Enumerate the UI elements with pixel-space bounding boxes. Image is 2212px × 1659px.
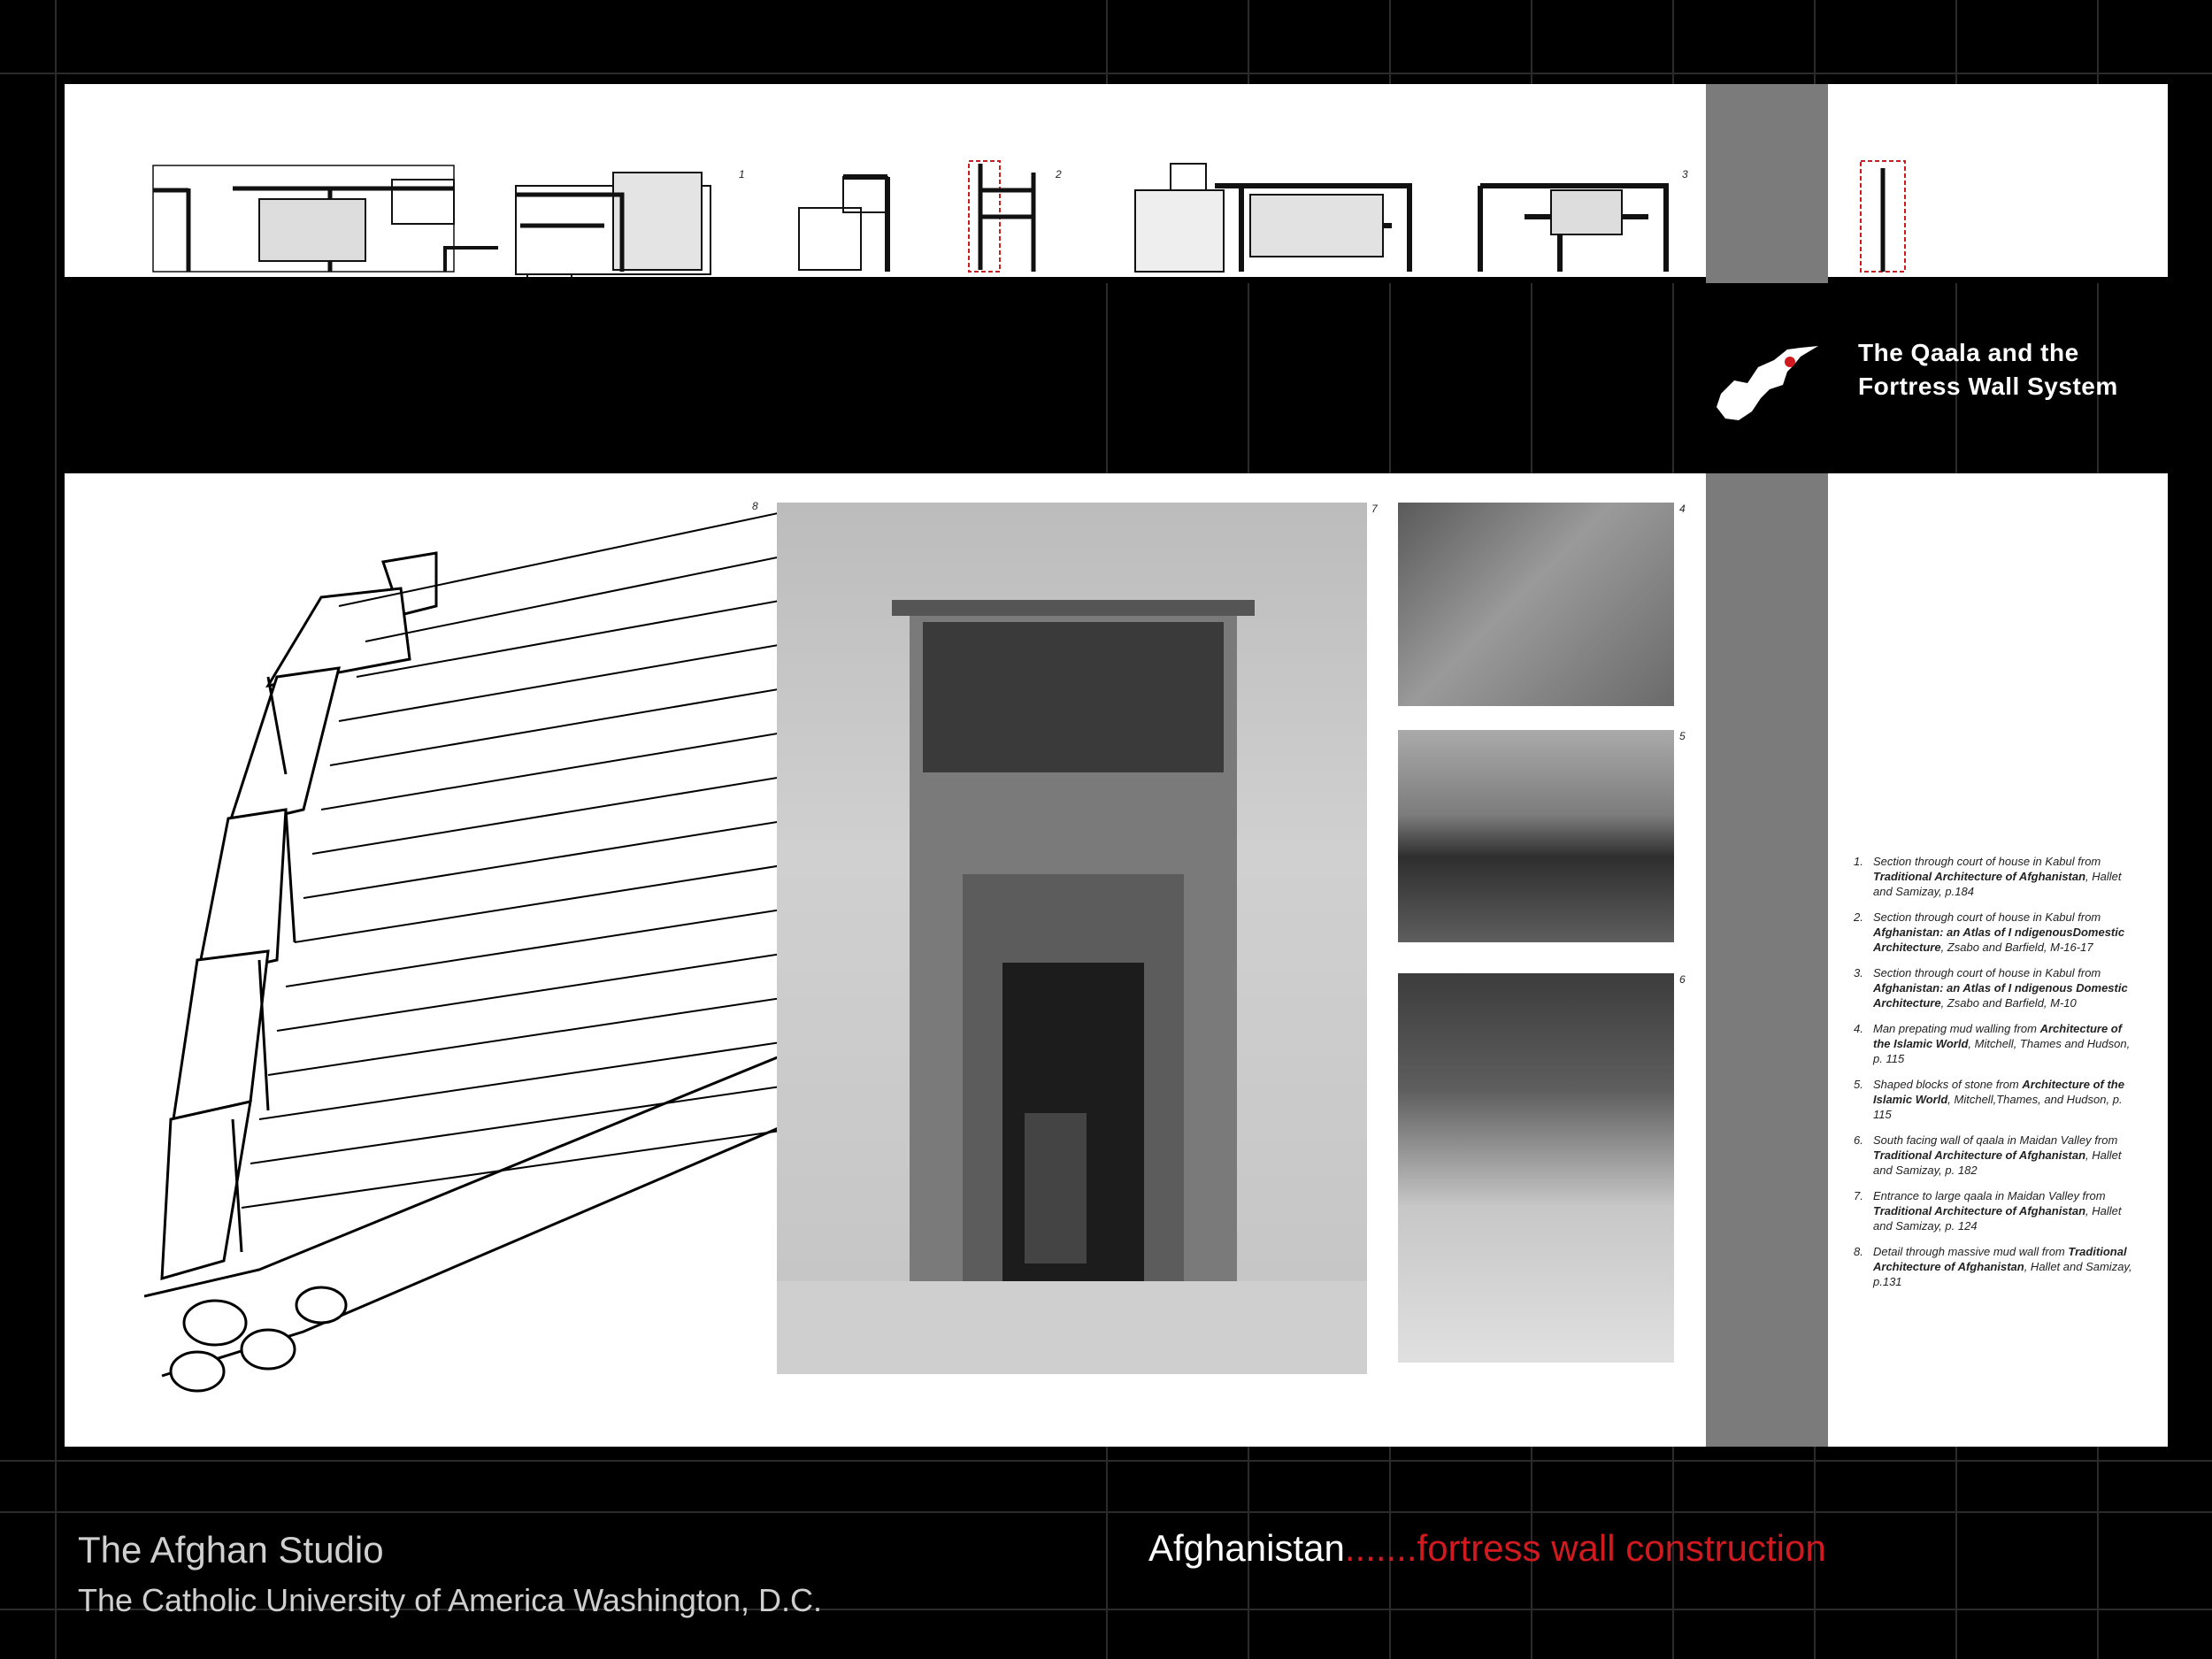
caption-number: 5. [1854, 1078, 1863, 1091]
photo-qaala-wall [1398, 973, 1674, 1363]
caption-source: , Mitchell,Thames, and Hudson, p. 115 [1873, 1093, 2123, 1121]
topic-subject: fortress wall construction [1417, 1527, 1826, 1569]
figure-number: 2 [1056, 168, 1062, 180]
caption-text: South facing wall of qaala in Maidan Valley from [1873, 1133, 2118, 1147]
caption-source: , Hallet and Samizay, p. 124 [1873, 1204, 2122, 1233]
figure-number: 6 [1679, 973, 1686, 986]
grid-line [0, 73, 2212, 74]
topic-country: Afghanistan [1148, 1527, 1345, 1569]
photo-qaala-entrance-shapes [777, 503, 1367, 1374]
studio-name: The Afghan Studio [78, 1529, 384, 1571]
photo-qaala-entrance [777, 503, 1367, 1374]
caption-item [1854, 965, 2137, 1010]
caption-source: , Zsabo and Barfield, M-16-17 [1940, 941, 2093, 954]
building-sections-drawing [65, 84, 2168, 283]
mud-wall-detail-drawing [144, 500, 799, 1411]
caption-number: 6. [1854, 1133, 1863, 1147]
caption-source: , Hallet and Samizay, p.184 [1873, 870, 2122, 898]
caption-source: , Mitchell, Thames and Hudson, p. 115 [1873, 1037, 2131, 1065]
caption-number: 1. [1854, 855, 1863, 868]
caption-source: , Hallet and Samizay, p. 182 [1873, 1148, 2122, 1177]
title-line-2: Fortress Wall System [1858, 373, 2118, 400]
caption-book: Traditional Architecture of Afghanistan [1873, 870, 2086, 883]
caption-number: 7. [1854, 1189, 1863, 1202]
caption-text: Section through court of house in Kabul from [1873, 910, 2101, 924]
caption-book: Traditional Architecture of Afghanistan [1873, 1204, 2086, 1217]
photo-stone-blocks [1398, 730, 1674, 942]
university-name: The Catholic University of America Washington, D.C. [78, 1582, 822, 1618]
figure-number: 7 [1371, 503, 1378, 515]
caption-text: Man prepating mud walling from [1873, 1022, 2040, 1035]
caption-text: Section through court of house in Kabul from [1873, 855, 2101, 868]
caption-item [1854, 1133, 2137, 1178]
caption-book: Traditional Architecture of Afghanistan [1873, 1245, 2127, 1273]
caption-text: Shaped blocks of stone from [1873, 1078, 2023, 1091]
afghanistan-map-icon [1712, 341, 1827, 425]
caption-number: 2. [1854, 910, 1863, 924]
figure-number: 1 [739, 168, 745, 180]
caption-item [1854, 1188, 2137, 1233]
caption-text: Entrance to large qaala in Maidan Valley from [1873, 1189, 2106, 1202]
caption-item [1854, 1244, 2137, 1289]
caption-item [1854, 1077, 2137, 1122]
grid-line [0, 1511, 2212, 1513]
grey-column-top [1706, 84, 1828, 283]
caption-item [1854, 1021, 2137, 1066]
grid-line [0, 1460, 2212, 1462]
sections-panel [65, 84, 2168, 283]
caption-item [1854, 854, 2137, 899]
topic-line [1148, 1527, 1826, 1570]
figure-number: 5 [1679, 730, 1686, 742]
caption-number: 4. [1854, 1022, 1863, 1035]
caption-source: , Hallet and Samizay, p.131 [1873, 1260, 2132, 1288]
caption-text: Detail through massive mud wall from [1873, 1245, 2069, 1258]
topic-dots: ....... [1344, 1527, 1417, 1569]
figure-number: 8 [752, 500, 758, 512]
captions-list [1854, 854, 2137, 1300]
caption-book: Afghanistan: an Atlas of I ndigenousDomestic Architecture [1873, 926, 2125, 954]
caption-book: Traditional Architecture of Afghanistan [1873, 1148, 2086, 1162]
grey-column-main [1706, 473, 1828, 1447]
main-panel [65, 473, 2168, 1447]
caption-book: Architecture of the Islamic World [1873, 1022, 2123, 1050]
figure-number: 3 [1682, 168, 1688, 180]
caption-item [1854, 910, 2137, 955]
figure-number: 4 [1679, 503, 1686, 515]
grid-line [55, 0, 57, 1659]
title-line-1: The Qaala and the [1858, 339, 2079, 366]
caption-book: Architecture of the Islamic World [1873, 1078, 2124, 1106]
caption-number: 3. [1854, 966, 1863, 979]
photo-mud-walling [1398, 503, 1674, 706]
caption-number: 8. [1854, 1245, 1863, 1258]
caption-text: Section through court of house in Kabul from [1873, 966, 2101, 979]
caption-source: , Zsabo and Barfield, M-10 [1940, 996, 2077, 1010]
caption-book: Afghanistan: an Atlas of I ndigenous Domestic Architecture [1873, 981, 2128, 1010]
page-title [1858, 336, 2118, 403]
